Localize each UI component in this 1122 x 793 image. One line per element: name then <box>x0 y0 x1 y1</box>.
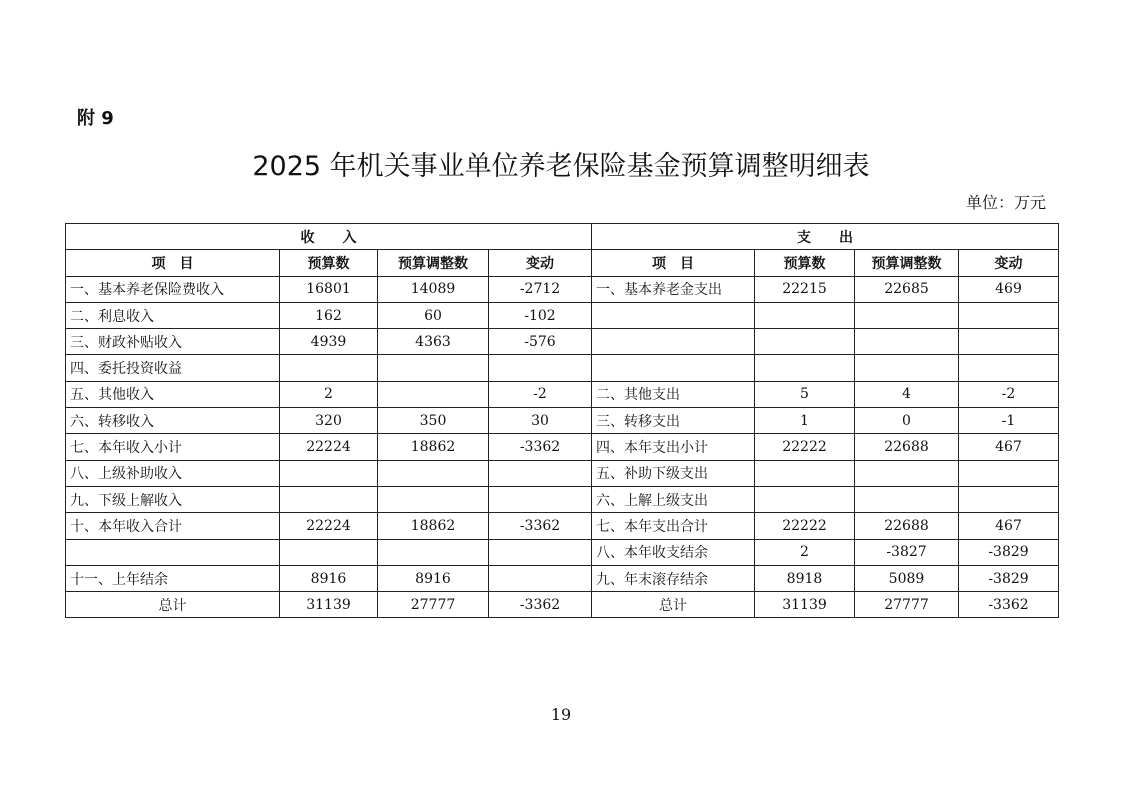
cell-expense-change: -1 <box>959 408 1059 434</box>
cell-expense-item: 八、本年收支结余 <box>592 539 755 565</box>
expense-section-header: 支 出 <box>592 224 1059 250</box>
cell-income-item: 五、其他收入 <box>66 381 280 407</box>
table-row <box>66 513 1059 539</box>
col-header-expense-adjusted: 预算调整数 <box>855 250 959 276</box>
cell-income-budget: 2 <box>280 381 378 407</box>
cell-expense-item: 九、年末滚存结余 <box>592 565 755 591</box>
cell-income-change: -3362 <box>489 434 592 460</box>
cell-income-budget <box>280 460 378 486</box>
cell-income-change: -2712 <box>489 276 592 302</box>
cell-expense-item: 四、本年支出小计 <box>592 434 755 460</box>
table-row <box>66 276 1059 302</box>
cell-income-budget <box>280 355 378 381</box>
cell-expense-item: 六、上解上级支出 <box>592 486 755 512</box>
cell-expense-item: 二、其他支出 <box>592 381 755 407</box>
cell-income-adjusted <box>378 460 489 486</box>
cell-expense-adjusted: 5089 <box>855 565 959 591</box>
cell-income-item <box>66 539 280 565</box>
cell-expense-budget: 2 <box>755 539 855 565</box>
cell-income-budget <box>280 486 378 512</box>
cell-expense-change: -3829 <box>959 539 1059 565</box>
cell-income-item: 三、财政补贴收入 <box>66 329 280 355</box>
cell-expense-budget <box>755 302 855 328</box>
cell-income-item: 总计 <box>66 592 280 618</box>
cell-expense-budget: 22222 <box>755 513 855 539</box>
cell-income-change: -2 <box>489 381 592 407</box>
cell-income-adjusted <box>378 486 489 512</box>
cell-expense-adjusted: -3827 <box>855 539 959 565</box>
cell-income-change <box>489 539 592 565</box>
cell-expense-change <box>959 460 1059 486</box>
cell-income-item: 九、下级上解收入 <box>66 486 280 512</box>
cell-expense-adjusted <box>855 302 959 328</box>
cell-income-item: 十一、上年结余 <box>66 565 280 591</box>
cell-income-item: 二、利息收入 <box>66 302 280 328</box>
cell-expense-item <box>592 355 755 381</box>
table-row <box>66 565 1059 591</box>
cell-income-change <box>489 355 592 381</box>
cell-income-change: -102 <box>489 302 592 328</box>
cell-income-adjusted <box>378 539 489 565</box>
cell-income-item: 七、本年收入小计 <box>66 434 280 460</box>
unit-label: 单位：万元 <box>965 193 1046 212</box>
column-header-row <box>66 250 1059 276</box>
cell-expense-change: -3362 <box>959 592 1059 618</box>
page-number: 19 <box>550 705 572 724</box>
page-title: 2025 年机关事业单位养老保险基金预算调整明细表 <box>252 151 870 182</box>
cell-expense-adjusted <box>855 486 959 512</box>
cell-income-adjusted <box>378 355 489 381</box>
cell-expense-budget: 8918 <box>755 565 855 591</box>
cell-income-change: -576 <box>489 329 592 355</box>
cell-income-change: 30 <box>489 408 592 434</box>
cell-expense-change: -3829 <box>959 565 1059 591</box>
col-header-income-adjusted: 预算调整数 <box>378 250 489 276</box>
cell-income-budget: 31139 <box>280 592 378 618</box>
cell-expense-adjusted: 22688 <box>855 434 959 460</box>
cell-expense-adjusted: 27777 <box>855 592 959 618</box>
table-row <box>66 460 1059 486</box>
budget-table <box>65 223 1059 618</box>
cell-income-budget: 16801 <box>280 276 378 302</box>
col-header-income-change: 变动 <box>489 250 592 276</box>
cell-income-item: 四、委托投资收益 <box>66 355 280 381</box>
table-row <box>66 302 1059 328</box>
cell-income-change <box>489 460 592 486</box>
table-row <box>66 486 1059 512</box>
table-row <box>66 408 1059 434</box>
cell-expense-item: 总计 <box>592 592 755 618</box>
col-header-expense-budget: 预算数 <box>755 250 855 276</box>
cell-income-adjusted: 60 <box>378 302 489 328</box>
cell-expense-budget: 31139 <box>755 592 855 618</box>
cell-income-adjusted: 14089 <box>378 276 489 302</box>
cell-expense-adjusted <box>855 460 959 486</box>
col-header-income-budget: 预算数 <box>280 250 378 276</box>
table-row <box>66 355 1059 381</box>
cell-income-change <box>489 565 592 591</box>
cell-income-budget: 162 <box>280 302 378 328</box>
cell-expense-budget <box>755 329 855 355</box>
cell-income-adjusted: 4363 <box>378 329 489 355</box>
cell-income-adjusted: 350 <box>378 408 489 434</box>
cell-expense-adjusted <box>855 329 959 355</box>
cell-income-budget: 4939 <box>280 329 378 355</box>
cell-expense-budget <box>755 460 855 486</box>
cell-income-budget: 22224 <box>280 513 378 539</box>
cell-expense-budget: 22222 <box>755 434 855 460</box>
cell-income-change: -3362 <box>489 513 592 539</box>
cell-income-budget: 320 <box>280 408 378 434</box>
cell-income-change: -3362 <box>489 592 592 618</box>
cell-expense-budget <box>755 355 855 381</box>
cell-expense-change <box>959 329 1059 355</box>
cell-expense-change: 469 <box>959 276 1059 302</box>
cell-expense-budget: 22215 <box>755 276 855 302</box>
cell-expense-item: 一、基本养老金支出 <box>592 276 755 302</box>
cell-income-budget: 8916 <box>280 565 378 591</box>
cell-expense-adjusted: 22685 <box>855 276 959 302</box>
income-section-header: 收 入 <box>66 224 592 250</box>
col-header-expense-item: 项 目 <box>592 250 755 276</box>
cell-expense-adjusted: 0 <box>855 408 959 434</box>
cell-income-item: 一、基本养老保险费收入 <box>66 276 280 302</box>
section-header-row <box>66 224 1059 250</box>
cell-expense-adjusted: 4 <box>855 381 959 407</box>
table-row <box>66 539 1059 565</box>
cell-expense-change <box>959 486 1059 512</box>
cell-income-budget <box>280 539 378 565</box>
cell-expense-change: 467 <box>959 513 1059 539</box>
cell-expense-item: 五、补助下级支出 <box>592 460 755 486</box>
cell-expense-item <box>592 329 755 355</box>
table-row <box>66 381 1059 407</box>
cell-income-adjusted: 18862 <box>378 434 489 460</box>
cell-income-item: 六、转移收入 <box>66 408 280 434</box>
table-row <box>66 329 1059 355</box>
cell-expense-adjusted: 22688 <box>855 513 959 539</box>
cell-income-adjusted <box>378 381 489 407</box>
cell-income-adjusted: 8916 <box>378 565 489 591</box>
cell-expense-item: 三、转移支出 <box>592 408 755 434</box>
cell-income-item: 十、本年收入合计 <box>66 513 280 539</box>
cell-income-adjusted: 27777 <box>378 592 489 618</box>
cell-income-item: 八、上级补助收入 <box>66 460 280 486</box>
cell-expense-budget: 5 <box>755 381 855 407</box>
table-row <box>66 434 1059 460</box>
cell-expense-item: 七、本年支出合计 <box>592 513 755 539</box>
col-header-income-item: 项 目 <box>66 250 280 276</box>
cell-income-change <box>489 486 592 512</box>
cell-expense-change: -2 <box>959 381 1059 407</box>
cell-expense-adjusted <box>855 355 959 381</box>
cell-expense-item <box>592 302 755 328</box>
cell-expense-change <box>959 355 1059 381</box>
cell-expense-change <box>959 302 1059 328</box>
cell-income-adjusted: 18862 <box>378 513 489 539</box>
col-header-expense-change: 变动 <box>959 250 1059 276</box>
cell-expense-budget: 1 <box>755 408 855 434</box>
cell-expense-change: 467 <box>959 434 1059 460</box>
annex-label: 附 9 <box>77 108 114 129</box>
cell-expense-budget <box>755 486 855 512</box>
cell-income-budget: 22224 <box>280 434 378 460</box>
total-row <box>66 592 1059 618</box>
